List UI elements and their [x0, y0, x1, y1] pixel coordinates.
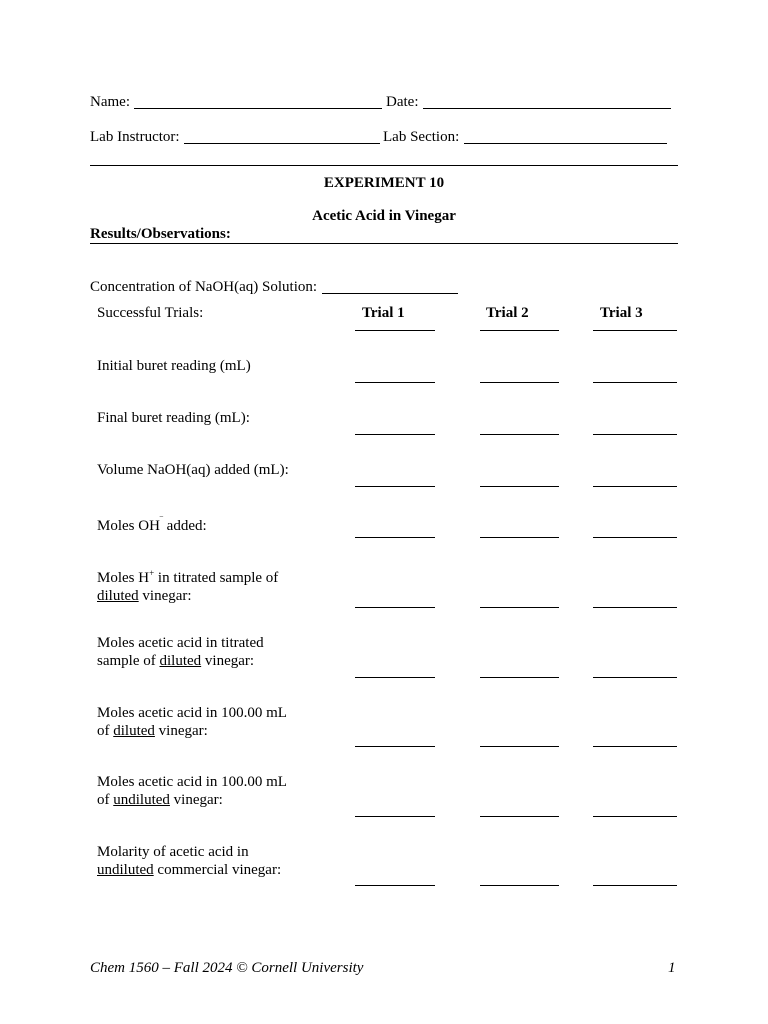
row-label-moles-acetic-diluted: Moles acetic acid in 100.00 mL of diluted vinegar: [97, 705, 287, 739]
row-label-moles-oh: Moles OH‾ added: [97, 516, 207, 534]
results-divider [90, 243, 678, 244]
trial-3-header-rule [593, 330, 677, 331]
results-heading: Results/Observations: [90, 226, 231, 242]
row8-trial1-answer[interactable] [355, 816, 435, 817]
lab-instructor-field[interactable] [184, 143, 380, 144]
page-number: 1 [668, 960, 676, 976]
row2-trial1-answer[interactable] [355, 434, 435, 435]
row9-trial3-answer[interactable] [593, 885, 677, 886]
row1-trial1-answer[interactable] [355, 382, 435, 383]
row6-trial3-answer[interactable] [593, 677, 677, 678]
name-field[interactable] [134, 108, 382, 109]
lab-section-field[interactable] [464, 143, 667, 144]
row3-trial2-answer[interactable] [480, 486, 559, 487]
trial-1-header-rule [355, 330, 435, 331]
trial-1-header: Trial 1 [362, 305, 405, 321]
successful-trials-label: Successful Trials: [97, 305, 204, 321]
row-label-moles-acetic-titrated: Moles acetic acid in titrated sample of diluted vinegar: [97, 635, 264, 669]
row7-trial2-answer[interactable] [480, 746, 559, 747]
row-label-molarity-acetic: Molarity of acetic acid in undiluted commercial vinegar: [97, 844, 282, 878]
header-divider [90, 165, 678, 166]
row3-trial1-answer[interactable] [355, 486, 435, 487]
row2-trial2-answer[interactable] [480, 434, 559, 435]
trial-2-header: Trial 2 [486, 305, 529, 321]
footer-course: Chem 1560 – Fall 2024 © Cornell University [90, 960, 364, 976]
lab-instructor-label: Lab Instructor: [90, 129, 180, 145]
row-label-moles-acetic-undiluted: Moles acetic acid in 100.00 mL of undiluted vinegar: [97, 774, 287, 808]
experiment-title: EXPERIMENT 10 [323, 175, 445, 191]
date-label: Date: [386, 94, 419, 110]
row5-trial3-answer[interactable] [593, 607, 677, 608]
concentration-field[interactable] [322, 293, 458, 294]
concentration-label: Concentration of NaOH(aq) Solution: [90, 279, 318, 295]
row-label-volume-naoh: Volume NaOH(aq) added (mL): [97, 462, 289, 478]
row6-trial1-answer[interactable] [355, 677, 435, 678]
row9-trial1-answer[interactable] [355, 885, 435, 886]
trial-2-header-rule [480, 330, 559, 331]
row8-trial2-answer[interactable] [480, 816, 559, 817]
row4-trial2-answer[interactable] [480, 537, 559, 538]
row2-trial3-answer[interactable] [593, 434, 677, 435]
row8-trial3-answer[interactable] [593, 816, 677, 817]
row-label-final-buret: Final buret reading (mL): [97, 410, 250, 426]
row7-trial1-answer[interactable] [355, 746, 435, 747]
row-label-moles-h: Moles H+ in titrated sample of diluted vinegar: [97, 568, 279, 604]
trial-3-header: Trial 3 [600, 305, 643, 321]
lab-section-label: Lab Section: [383, 129, 460, 145]
row4-trial1-answer[interactable] [355, 537, 435, 538]
row5-trial2-answer[interactable] [480, 607, 559, 608]
row1-trial3-answer[interactable] [593, 382, 677, 383]
date-field[interactable] [423, 108, 671, 109]
row-label-initial-buret: Initial buret reading (mL) [97, 358, 251, 374]
row5-trial1-answer[interactable] [355, 607, 435, 608]
row1-trial2-answer[interactable] [480, 382, 559, 383]
row6-trial2-answer[interactable] [480, 677, 559, 678]
row3-trial3-answer[interactable] [593, 486, 677, 487]
experiment-subtitle: Acetic Acid in Vinegar [312, 208, 456, 224]
name-label: Name: [90, 94, 130, 110]
row4-trial3-answer[interactable] [593, 537, 677, 538]
row7-trial3-answer[interactable] [593, 746, 677, 747]
row9-trial2-answer[interactable] [480, 885, 559, 886]
